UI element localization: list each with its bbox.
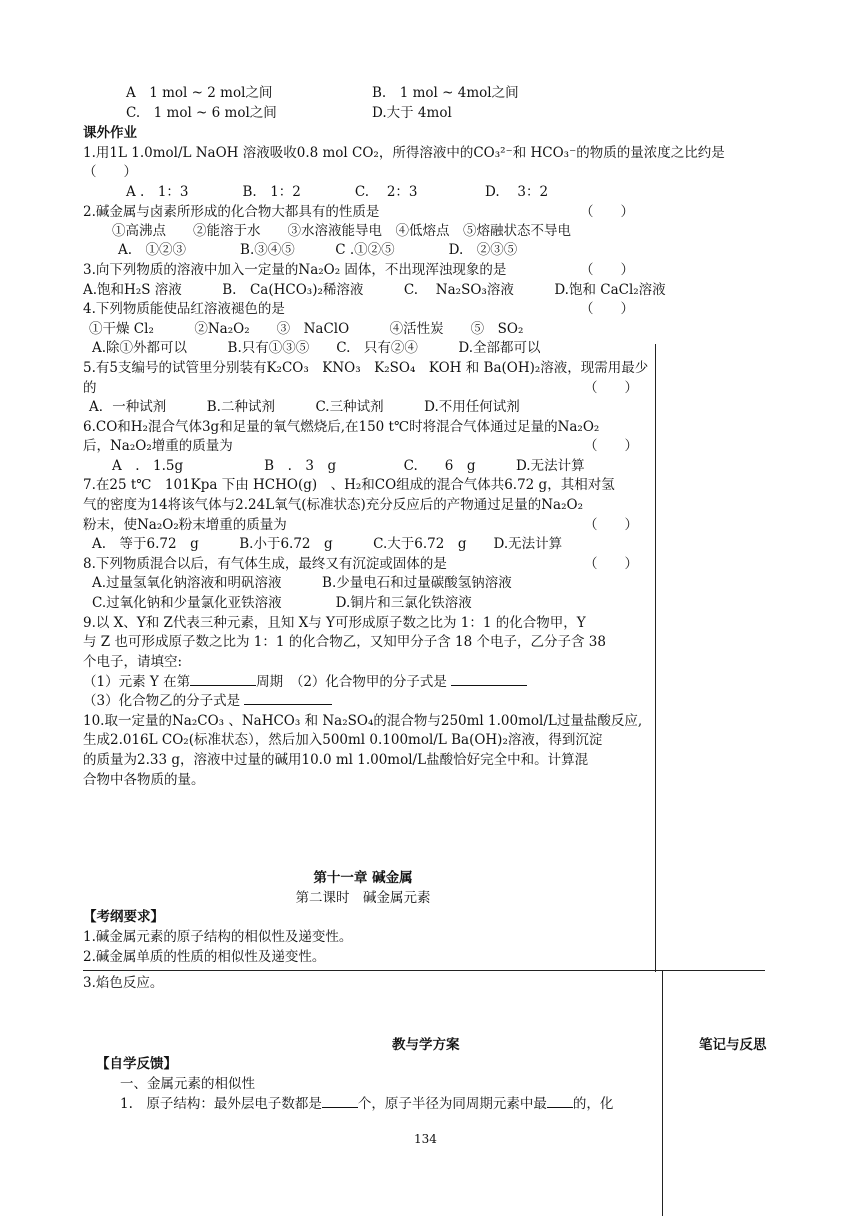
q2-items: ①高沸点 ②能溶于水 ③水溶液能导电 ④低熔点 ⑤熔融状态不导电 [112,223,571,239]
chapter-subtitle: 第二课时 碱金属元素 [295,890,431,906]
q10-line1: 10.取一定量的Na₂CO₃ 、NaHCO₃ 和 Na₂SO₄的混合物与250ml 1.00mol/L过量盐酸反应, [83,713,643,729]
q1-line1: 1.用1L 1.0mol/L NaOH 溶液吸收0.8 mol CO₂，所得溶液中的CO₃²⁻和 HCO₃⁻的物质的量浓度之比约是 [83,145,725,161]
q7-options: A. 等于6.72 g B.小于6.72 g C.大于6.72 g D.无法计算 [92,536,563,552]
q6-options: A . 1.5g B . 3 g C. 6 g D.无法计算 [112,458,585,474]
q8-opt2: C.过氧化钠和少量氯化亚铁溶液 D.铜片和三氯化铁溶液 [92,595,472,611]
q5-line1: 5.有5支编号的试管里分别装有K₂CO₃ KNO₃ K₂SO₄ KOH 和 Ba(OH)₂溶液，现需用最少 [83,360,649,376]
q9-line1: 9.以 X、Y和 Z代表三种元素，且知 X与 Y可形成原子数之比为 1：1 的化合物甲，Y [83,615,586,631]
syllabus-item3: 3.焰色反应。 [83,975,164,991]
q4-items: ①干燥 Cl₂ ②Na₂O₂ ③ NaClO ④活性炭 ⑤ SO₂ [89,321,524,337]
q3-options: A.饱和H₂S 溶液 B. Ca(HCO₃)₂稀溶液 C. Na₂SO₃溶液 D.饱和 CaCl₂溶液 [83,282,666,298]
option-d: D.大于 4mol [372,105,452,121]
q1-paren: （ ） [83,164,137,180]
feedback-sub1: 一、金属元素的相似性 [120,1076,255,1092]
q9-line2: 与 Z 也可形成原子数之比为 1：1 的化合物乙，又知甲分子含 18 个电子，乙分子含 38 [83,634,606,650]
feedback-heading: 【自学反馈】 [96,1056,177,1072]
q7-line1: 7.在25 t℃ 101Kpa 下由 HCHO(g) 、H₂和CO组成的混合气体共6.72 g，其相对氢 [83,477,615,493]
section-title: 课外作业 [83,125,137,141]
q10-line2: 生成2.016L CO₂(标准状态），然后加入500ml 0.100mol/L Ba(OH)₂溶液，得到沉淀 [83,732,603,748]
q5-paren: （ ） [584,380,638,396]
q2-options: A. ①②③ B.③④⑤ C .①②⑤ D. ②③⑤ [118,242,518,258]
q5-line2: 的 [83,380,97,396]
q9-fill1a: （1）元素 Y 在第 [83,674,191,690]
q5-options: A．一种试剂 B.二种试剂 C.三种试剂 D.不用任何试剂 [89,399,520,415]
q8-paren: （ ） [584,556,638,572]
q4-options: A.除①外都可以 B.只有①③⑤ C. 只有②④ D.全部都可以 [92,340,541,356]
feedback-item1a: 1. 原子结构：最外层电子数都是 [120,1096,322,1112]
period-blank[interactable] [190,673,256,686]
q10-line4: 合物中各物质的量。 [83,772,205,788]
q7-line3: 粉末，使Na₂O₂粉末增重的质量为 [83,517,287,533]
option-a: A 1 mol ~ 2 mol之间 [126,85,273,101]
electron-count-blank[interactable] [322,1095,358,1108]
syllabus-heading: 【考纲要求】 [83,909,164,925]
feedback-item1 [120,1095,613,1113]
notes-heading: 笔记与反思 [699,1037,767,1053]
notes-column-divider-bottom [662,970,663,1216]
notes-column-divider-top [655,344,656,972]
q4-paren: （ ） [580,301,634,317]
option-c: C. 1 mol ~ 6 mol之间 [126,105,277,121]
q8-line1: 8.下列物质混合以后，有气体生成，最终又有沉淀或固体的是 [83,556,447,572]
q1-options: A . 1：3 B. 1：2 C. 2：3 D. 3：2 [126,184,549,200]
q9-fill1b: 周期 （2）化合物甲的分子式是 [256,674,447,690]
q2-paren: （ ） [580,204,634,220]
feedback-item1c: 的，化 [572,1096,614,1112]
q4-line1: 4.下列物质能使品红溶液褪色的是 [83,301,285,317]
option-b: B. 1 mol ~ 4mol之间 [372,85,519,101]
q9-fill2 [83,692,332,710]
q3-paren: （ ） [580,262,634,278]
q2-line1: 2.碱金属与卤素所形成的化合物大都具有的性质是 [83,204,380,220]
q9-fill1 [83,673,527,691]
q6-paren: （ ） [584,438,638,454]
q9-line3: 个电子，请填空: [83,654,183,670]
q3-line1: 3.向下列物质的溶液中加入一定量的Na₂O₂ 固体，不出现浑浊现象的是 [83,262,507,278]
q7-paren: （ ） [584,517,638,533]
page-number: 134 [414,1132,437,1146]
formula-yi-blank[interactable] [244,692,332,705]
q10-line3: 的质量为2.33 g，溶液中过量的碱用10.0 ml 1.00mol/L盐酸恰好完全中和。计算混 [83,752,589,768]
q9-fill2-label: （3）化合物乙的分子式是 [83,693,241,709]
syllabus-item2: 2.碱金属单质的性质的相似性及递变性。 [83,949,326,965]
q6-line1: 6.CO和H₂混合气体3g和足量的氧气燃烧后,在150 t℃时将混合气体通过足量的Na₂O₂ [83,419,600,435]
q7-line2: 气的密度为14将该气体与2.24L氧气(标准状态)充分反应后的产物通过足量的Na₂O₂ [83,497,583,513]
plan-heading: 教与学方案 [392,1037,460,1053]
syllabus-item1: 1.碱金属元素的原子结构的相似性及递变性。 [83,929,353,945]
radius-blank[interactable] [547,1095,573,1108]
chapter-title: 第十一章 碱金属 [313,870,413,886]
feedback-item1b: 个，原子半径为同周期元素中最 [357,1096,547,1112]
q8-opt1: A.过量氢氧化钠溶液和明矾溶液 B.少量电石和过量碳酸氢钠溶液 [92,575,512,591]
formula-jia-blank[interactable] [451,673,527,686]
q6-line2: 后，Na₂O₂增重的质量为 [83,438,233,454]
